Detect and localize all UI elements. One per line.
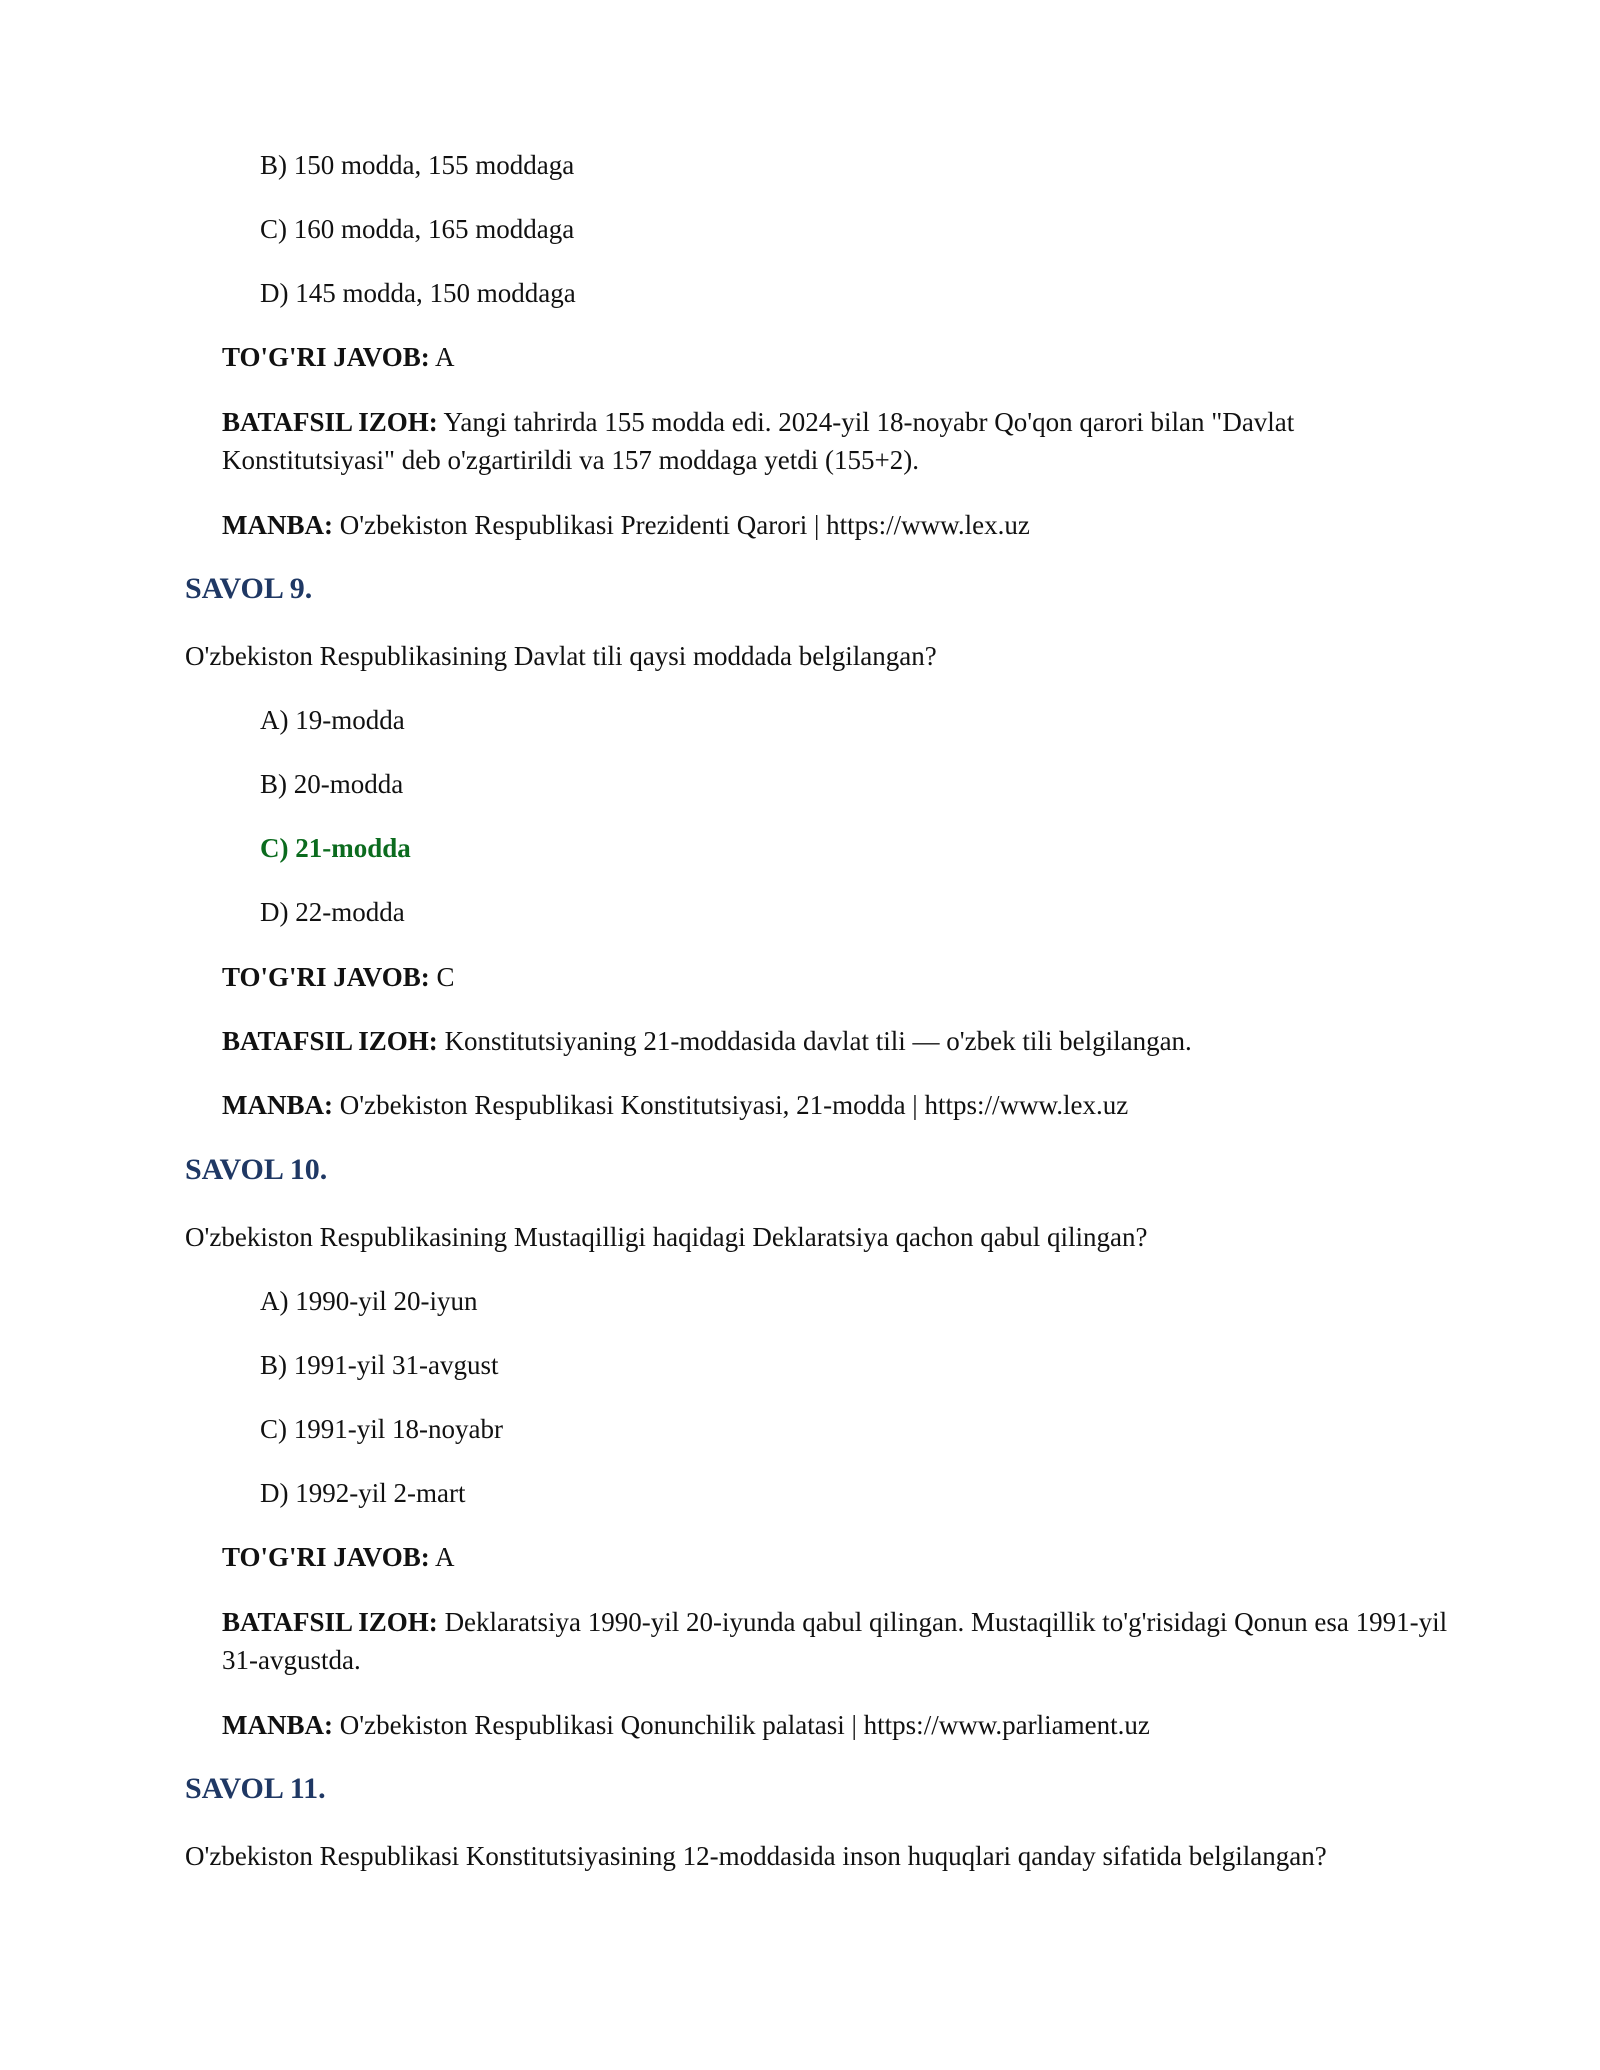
- q9-option-b: B) 20-modda: [260, 769, 404, 799]
- q8-source: [222, 506, 1462, 544]
- q9-explanation: [222, 1022, 1462, 1060]
- q8-answer: [222, 338, 1462, 376]
- q10-option-d: D) 1992-yil 2-mart: [260, 1478, 466, 1508]
- q10-question: O'zbekiston Respublikasining Mustaqilligi haqidagi Deklaratsiya qachon qabul qilingan?: [185, 1222, 1148, 1252]
- answer-label: TO'G'RI JAVOB:: [222, 962, 430, 992]
- explain-label: BATAFSIL IZOH:: [222, 1607, 438, 1637]
- q11-heading: SAVOL 11.: [185, 1772, 326, 1805]
- q10-answer-value: A: [429, 1542, 455, 1572]
- q10-source-text: O'zbekiston Respublikasi Qonunchilik palatasi | https://www.parliament.uz: [332, 1710, 1150, 1740]
- q10-explanation: [222, 1603, 1462, 1679]
- q9-option-d: D) 22-modda: [260, 897, 405, 927]
- q8-explanation-text: Yangi tahrirda 155 modda edi. 2024-yil 18-noyabr Qo'qon qarori bilan "Davlat Konstitutsiyasi" deb o'zgartirildi va 157 moddaga yetdi (155+2).: [222, 407, 1295, 475]
- q10-option-c: C) 1991-yil 18-noyabr: [260, 1414, 503, 1444]
- answer-label: TO'G'RI JAVOB:: [222, 1542, 430, 1572]
- q10-heading: SAVOL 10.: [185, 1153, 328, 1186]
- q10-explanation-text: Deklaratsiya 1990-yil 20-iyunda qabul qilingan. Mustaqillik to'g'risidagi Qonun esa 1991-yil 31-avgustda.: [222, 1607, 1448, 1675]
- q9-question: O'zbekiston Respublikasining Davlat tili qaysi moddada belgilangan?: [185, 641, 937, 671]
- explain-label: BATAFSIL IZOH:: [222, 407, 438, 437]
- answer-label: TO'G'RI JAVOB:: [222, 342, 430, 372]
- source-label: MANBA:: [222, 510, 333, 540]
- q11-question: O'zbekiston Respublikasi Konstitutsiyasining 12-moddasida inson huquqlari qanday sifatida belgilangan?: [185, 1841, 1327, 1871]
- q9-source-text: O'zbekiston Respublikasi Konstitutsiyasi, 21-modda | https://www.lex.uz: [332, 1090, 1129, 1120]
- q9-option-c-correct: C) 21-modda: [260, 833, 411, 863]
- q8-option-d: D) 145 modda, 150 moddaga: [260, 278, 576, 308]
- q8-explanation: [222, 403, 1462, 479]
- q8-answer-value: A: [429, 342, 455, 372]
- q8-option-b: B) 150 modda, 155 moddaga: [260, 150, 575, 180]
- q10-option-a: A) 1990-yil 20-iyun: [260, 1286, 478, 1316]
- q9-answer: [222, 958, 1462, 996]
- q10-answer: [222, 1538, 1462, 1576]
- q10-source: [222, 1706, 1462, 1744]
- q8-option-c: C) 160 modda, 165 moddaga: [260, 214, 575, 244]
- q10-option-b: B) 1991-yil 31-avgust: [260, 1350, 499, 1380]
- q9-heading: SAVOL 9.: [185, 572, 313, 605]
- explain-label: BATAFSIL IZOH:: [222, 1026, 438, 1056]
- source-label: MANBA:: [222, 1090, 333, 1120]
- source-label: MANBA:: [222, 1710, 333, 1740]
- q9-answer-value: C: [429, 962, 455, 992]
- q8-source-text: O'zbekiston Respublikasi Prezidenti Qarori | https://www.lex.uz: [332, 510, 1030, 540]
- q9-option-a: A) 19-modda: [260, 705, 405, 735]
- q9-source: [222, 1086, 1462, 1124]
- q9-explanation-text: Konstitutsiyaning 21-moddasida davlat tili — o'zbek tili belgilangan.: [437, 1026, 1192, 1056]
